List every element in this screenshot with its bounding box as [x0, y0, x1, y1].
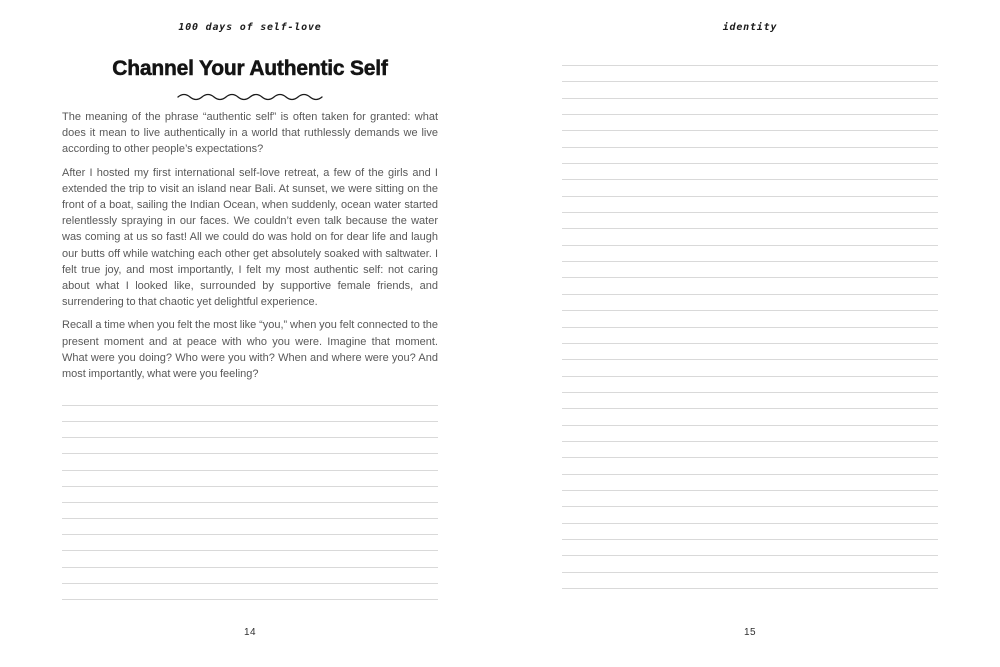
- writing-line: [562, 408, 938, 424]
- writing-line: [562, 179, 938, 195]
- writing-line: [562, 65, 938, 81]
- writing-line: [62, 534, 438, 550]
- writing-line: [562, 539, 938, 555]
- writing-line: [62, 502, 438, 518]
- writing-line: [562, 147, 938, 163]
- writing-line: [562, 228, 938, 244]
- writing-line: [62, 437, 438, 453]
- writing-line: [62, 599, 438, 615]
- writing-line: [62, 421, 438, 437]
- writing-line: [62, 405, 438, 421]
- writing-line: [562, 245, 938, 261]
- writing-line: [562, 588, 938, 604]
- writing-line: [562, 310, 938, 326]
- writing-line: [562, 506, 938, 522]
- writing-line: [62, 583, 438, 599]
- writing-line: [562, 490, 938, 506]
- writing-line: [562, 277, 938, 293]
- writing-line: [562, 81, 938, 97]
- writing-line: [562, 457, 938, 473]
- writing-line: [562, 425, 938, 441]
- left-page: [62, 0, 438, 667]
- writing-line: [562, 163, 938, 179]
- page-number-left: 14: [243, 627, 257, 638]
- writing-line: [562, 572, 938, 588]
- wavy-line-icon: [176, 91, 324, 101]
- writing-line: [562, 523, 938, 539]
- writing-line: [62, 486, 438, 502]
- writing-line: [562, 359, 938, 375]
- writing-line: [562, 130, 938, 146]
- writing-line: [562, 261, 938, 277]
- squiggle-divider: [62, 91, 438, 101]
- writing-line: [562, 392, 938, 408]
- page-number-right: 15: [743, 627, 757, 638]
- writing-lines-left: [62, 405, 438, 615]
- right-page: [562, 0, 938, 667]
- writing-line: [562, 98, 938, 114]
- writing-line: [562, 555, 938, 571]
- writing-line: [62, 550, 438, 566]
- writing-line: [62, 518, 438, 534]
- running-head-right: identity: [722, 22, 778, 33]
- writing-line: [562, 474, 938, 490]
- writing-line: [562, 327, 938, 343]
- page-title: Channel Your Authentic Self: [112, 57, 388, 80]
- body-text: [62, 109, 438, 382]
- writing-line: [562, 441, 938, 457]
- paragraph-prompt: Recall a time when you felt the most like “you,” when you felt connected to the present moment and at peace with who you were. Imagine that moment. What were you doing? Who were you with? When and where were you? And most importantly, what were you feeling?: [62, 319, 438, 381]
- writing-line: [62, 453, 438, 469]
- writing-line: [562, 212, 938, 228]
- running-head-left: 100 days of self-love: [178, 22, 322, 33]
- writing-line: [562, 294, 938, 310]
- writing-line: [62, 470, 438, 486]
- writing-line: [562, 196, 938, 212]
- writing-line: [562, 114, 938, 130]
- writing-line: [62, 567, 438, 583]
- paragraph-intro: The meaning of the phrase “authentic self” is often taken for granted: what does it mean to live authentically in a world that ruthlessly demands we live according to other people’s expectations?: [62, 111, 438, 156]
- writing-line: [562, 376, 938, 392]
- writing-lines-right: [562, 65, 938, 604]
- writing-line: [562, 343, 938, 359]
- paragraph-story: After I hosted my first international self-love retreat, a few of the girls and I extended the trip to visit an island near Bali. At sunset, we were sitting on the front of a boat, sailing the Indian Ocean, when suddenly, ocean water started relentlessly spraying in our faces. We couldn’t even talk because the water was coming at us so fast! All we could do was hold on for dear life and laugh our butts off while watching each other get absolutely soaked with saltwater. I felt true joy, and most importantly, I felt my most authentic self: not caring about what I looked like, surrounded by supportive female friends, and surrendering to that chaotic yet delightful experience.: [62, 166, 438, 309]
